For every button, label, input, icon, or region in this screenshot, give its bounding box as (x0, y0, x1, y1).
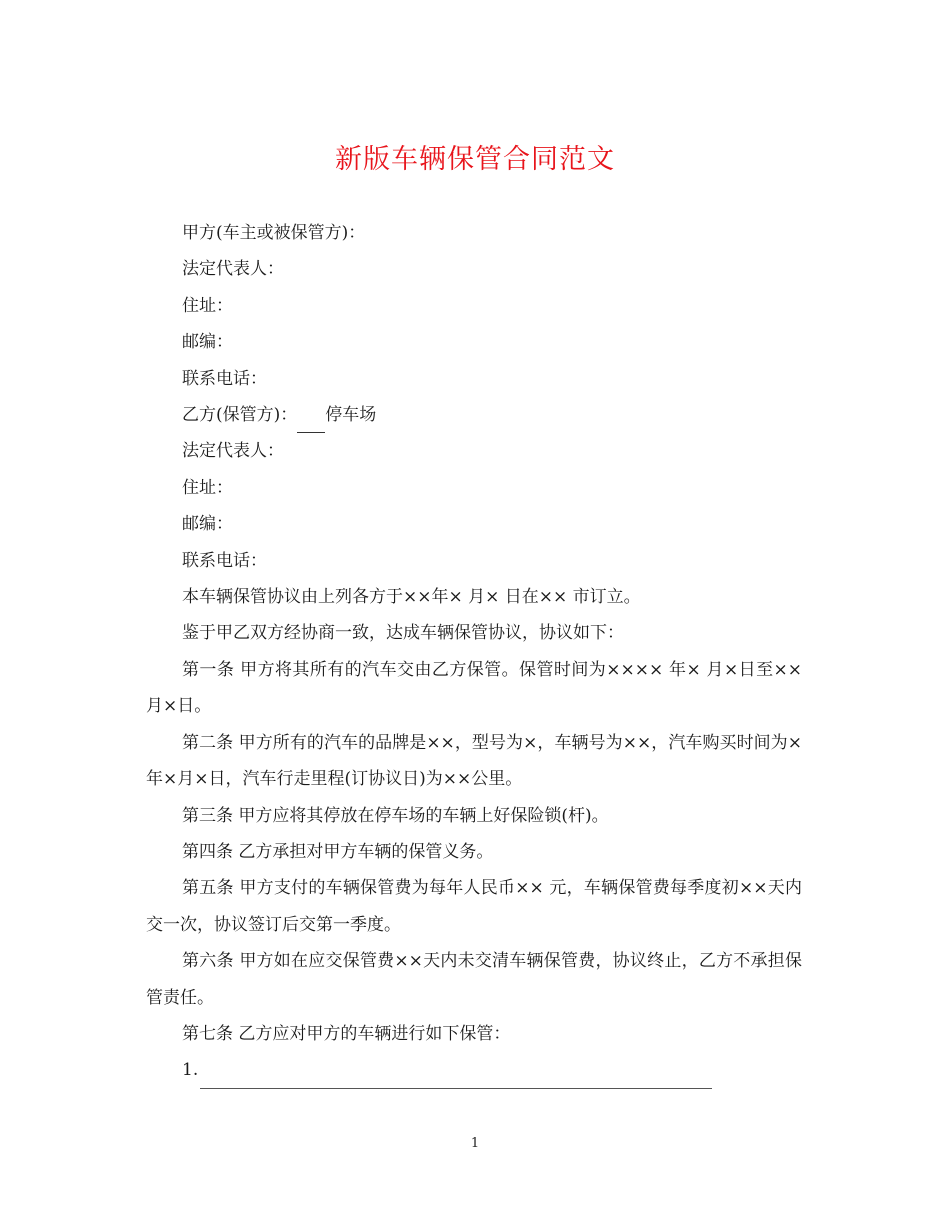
page-number: 1 (470, 1136, 480, 1151)
party-a-phone: 联系电话： (182, 368, 267, 389)
agreement-statement: 鉴于甲乙双方经协商一致，达成车辆保管协议，协议如下： (182, 623, 624, 644)
party-a-address: 住址： (182, 295, 233, 316)
document-body (146, 215, 802, 1089)
party-a-postcode: 邮编： (182, 332, 233, 353)
party-b-address: 住址： (182, 477, 233, 498)
list-item-1-number: 1. (182, 1060, 199, 1081)
article-4: 第四条 乙方承担对甲方车辆的保管义务。 (182, 841, 494, 862)
party-a-representative: 法定代表人： (182, 259, 284, 280)
article-6: 第六条 甲方如在应交保管费××天内未交清车辆保管费，协议终止，乙方不承担保管责任。 (146, 951, 802, 1008)
party-b-name-blank (297, 412, 325, 433)
article-1: 第一条 甲方将其所有的汽车交由乙方保管。保管时间为×××× 年× 月×日至××月×日。 (146, 659, 802, 717)
party-b-phone: 联系电话： (182, 550, 267, 571)
party-b-representative: 法定代表人： (182, 441, 284, 462)
party-b-heading (146, 397, 802, 433)
party-b-heading-suffix: 停车场 (325, 405, 377, 426)
list-item-1 (146, 1052, 802, 1088)
party-a-heading: 甲方(车主或被保管方)： (182, 223, 366, 243)
article-3: 第三条 甲方应将其停放在停车场的车辆上好保险锁(杆)。 (182, 805, 609, 826)
party-b-heading-prefix: 乙方(保管方)： (182, 405, 298, 426)
document-title: 新版车辆保管合同范文 (335, 144, 615, 175)
list-item-1-blank (200, 1066, 712, 1089)
intro-paragraph: 本车辆保管协议由上列各方于××年× 月× 日在×× 市订立。 (182, 587, 641, 608)
article-2: 第二条 甲方所有的汽车的品牌是××，型号为×，车辆号为××，汽车购买时间为×年×月×日，汽车行走里程(订协议日)为××公里。 (146, 732, 802, 790)
article-7: 第七条 乙方应对甲方的车辆进行如下保管： (182, 1023, 511, 1044)
article-5: 第五条 甲方支付的车辆保管费为每年人民币×× 元，车辆保管费每季度初××天内交一次，协议签订后交第一季度。 (146, 878, 802, 935)
party-b-postcode: 邮编： (182, 514, 233, 535)
